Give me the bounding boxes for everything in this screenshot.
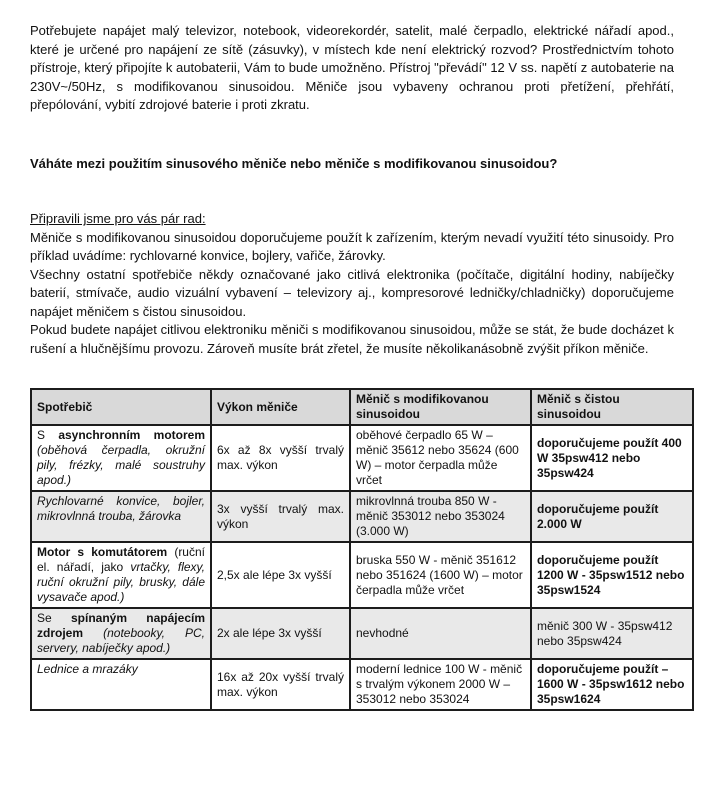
appliance-cell: Lednice a mrazáky [31,659,211,710]
power-cell: 2x ale lépe 3x vyšší [211,608,350,659]
table-row [31,542,693,608]
pure-sine-cell: měnič 300 W - 35psw412 nebo 35psw424 [531,608,693,659]
header-modified-sine: Měnič s modifikovanou sinusoidou [350,389,531,425]
modified-sine-cell: mikrovlnná trouba 850 W - měnič 353012 nebo 353024 (3.000 W) [350,491,531,542]
question-heading: Váháte mezi použitím sinusového měniče nebo měniče s modifikovanou sinusoidou? [30,155,558,171]
appliance-cell: Rychlovarné konvice, bojler, mikrovlnná trouba, žárovka [31,491,211,542]
pure-sine-cell: doporučujeme použít 400 W 35psw412 nebo 35psw424 [531,425,693,491]
appliance-cell: Motor s komutátorem (ruční el. nářadí, jako vrtačky, flexy, ruční okružní pily, brusky, dále vysavače apod.) [31,542,211,608]
pure-sine-cell: doporučujeme použít – 1600 W - 35psw1612 nebo 35psw1624 [531,659,693,710]
table-row [31,659,693,710]
power-cell: 16x až 20x vyšší trvalý max. výkon [211,659,350,710]
header-appliance: Spotřebič [31,389,211,425]
modified-sine-cell: bruska 550 W - měnič 351612 nebo 351624 (1600 W) – motor čerpadla může vrčet [350,542,531,608]
modified-sine-cell: nevhodné [350,608,531,659]
paragraph-warning: Pokud budete napájet citlivou elektroniku měniči s modifikovanou sinusoidou, může se stát, že bude docházet k rušení a hlučnějšímu provozu. Zároveň musíte brát zřetel, že musíte několikanásobně zvýšit příkon měniče. [30,322,674,356]
paragraph-sensitive-electronics: Všechny ostatní spotřebiče někdy označované jako citlivá elektronika (počítače, digitální hodiny, nabíječky baterií, stmívače, audio vizuální vybavení – televizory aj., kompresorové ledničky/chladničky) doporučujeme napájet měničem s čistou sinusoidou. [30,266,674,319]
header-inverter-power: Výkon měniče [211,389,350,425]
power-cell: 3x vyšší trvalý max. výkon [211,491,350,542]
appliance-cell: S asynchronním motorem (oběhová čerpadla, okružní pily, frézky, malé soustruhy apod.) [31,425,211,491]
table-header-row [31,389,693,425]
table-row [31,491,693,542]
appliance-cell: Se spínaným napájecím zdrojem (notebooky, PC, servery, nabíječky apod.) [31,608,211,659]
header-pure-sine: Měnič s čistou sinusoidou [531,389,693,425]
power-cell: 2,5x ale lépe 3x vyšší [211,542,350,608]
pure-sine-cell: doporučujeme použít 2.000 W [531,491,693,542]
tips-heading: Připravili jsme pro vás pár rad: [30,211,206,226]
power-cell: 6x až 8x vyšší trvalý max. výkon [211,425,350,491]
modified-sine-cell: moderní lednice 100 W - měnič s trvalým výkonem 2000 W – 353012 nebo 353024 [350,659,531,710]
inverter-comparison-table [30,388,694,711]
modified-sine-cell: oběhové čerpadlo 65 W – měnič 35612 nebo 35624 (600 W) – motor čerpadla může vrčet [350,425,531,491]
intro-paragraph: Potřebujete napájet malý televizor, notebook, videorekordér, satelit, malé čerpadlo, elektrické nářadí apod., které je určené pro napájení ze sítě (zásuvky), v místech kde není elektrický rozvod? Prostřednictvím tohoto přístroje, který připojíte k autobaterii, Vám to bude umožněno. Přístroj "převádí" 12 V ss. napětí z autobaterie na 230V~/50Hz, s modifikovanou sinusoidou. Měniče jsou vybaveny ochranou proti přetížení, přehřátí, přepólování, vybití zdrojové baterie i proti zkratu. [30,23,674,112]
table-row [31,608,693,659]
table-row [31,425,693,491]
pure-sine-cell: doporučujeme použít 1200 W - 35psw1512 nebo 35psw1524 [531,542,693,608]
paragraph-modified-sine: Měniče s modifikovanou sinusoidou doporučujeme použít k zařízením, kterým nevadí využití této sinusoidy. Pro příklad uvádíme: rychlovarné konvice, bojlery, vařiče, žárovky. [30,229,674,263]
